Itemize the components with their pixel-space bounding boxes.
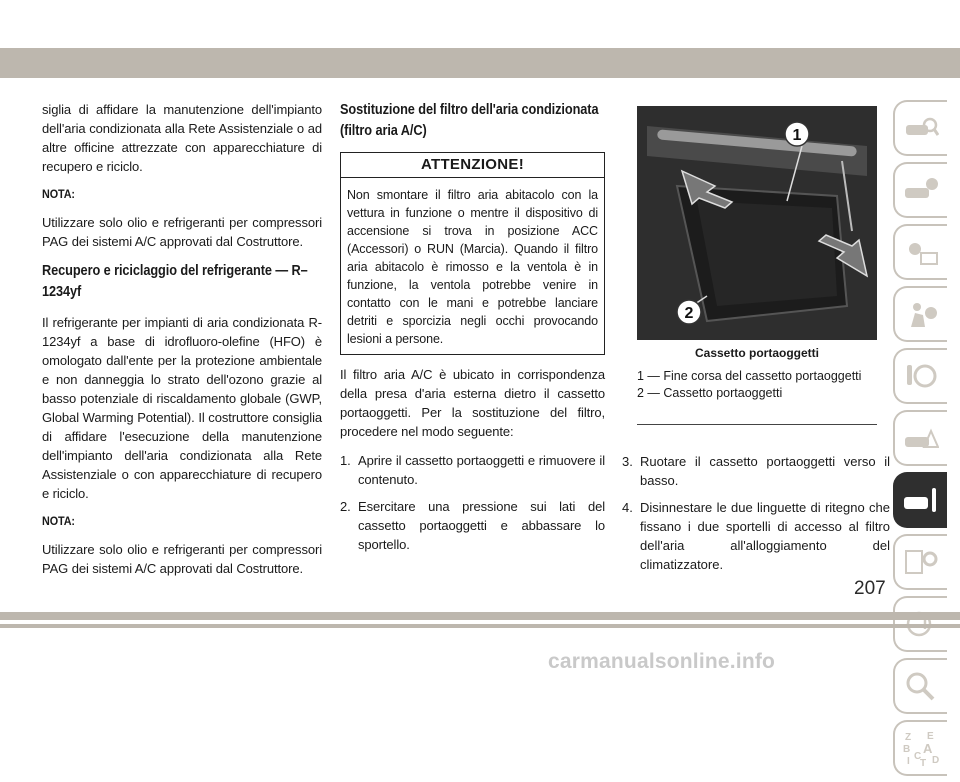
note-text: Utilizzare solo olio e refrigeranti per compressori PAG dei sistemi A/C approvati dal Costruttore.	[42, 215, 322, 249]
callout-1: 1	[792, 127, 802, 144]
emergency-car-icon	[903, 423, 939, 453]
list-item	[622, 452, 890, 490]
light-message-icon	[903, 237, 939, 267]
tab-service-maintenance[interactable]	[893, 472, 947, 528]
intro-paragraph: siglia di affidare la manutenzione dell'impianto dell'aria condizionata alla Rete Assistenziale o ad altre officine attrezzate con apparecchiature di recupero e riciclo.	[42, 102, 322, 174]
search-icon	[903, 671, 939, 701]
steering-icon	[903, 361, 939, 391]
list-item	[340, 451, 605, 489]
tab-safety[interactable]	[893, 286, 947, 342]
glovebox-photo	[637, 106, 877, 340]
index-letter: D	[932, 755, 940, 766]
footer-line	[0, 624, 960, 628]
note-label: NOTA:	[42, 514, 75, 528]
page-number: 207	[854, 578, 886, 599]
airbag-icon	[903, 299, 939, 329]
index-letter: C	[914, 751, 922, 762]
note-text: Utilizzare solo olio e refrigeranti per compressori PAG dei sistemi A/C approvati dal Costruttore.	[42, 542, 322, 576]
index-letter: E	[927, 731, 934, 742]
header-band	[0, 48, 960, 78]
index-letter: B	[903, 744, 911, 755]
car-info-icon	[903, 175, 939, 205]
tab-lights-messages[interactable]	[893, 224, 947, 280]
chapter-tabs	[893, 100, 953, 782]
list-item	[340, 497, 605, 554]
tab-car-search[interactable]	[893, 100, 947, 156]
tab-customer-assistance[interactable]	[893, 658, 947, 714]
filter-paragraph: Il filtro aria A/C è ubicato in corrispondenza della presa d'aria esterna dietro il cassetto portaoggetti. Per la sostituzione del filtro, procedere nel modo seguente:	[340, 367, 605, 439]
tab-index[interactable]	[893, 720, 947, 776]
callout-2: 2	[684, 305, 694, 322]
legend-item: 2 — Cassetto portaoggetti	[637, 386, 783, 400]
step-number: 4.	[622, 500, 633, 515]
index-letter: A	[923, 741, 933, 756]
index-letter: I	[907, 756, 910, 767]
index-letter: Z	[905, 732, 912, 743]
step-text: Disinnestare le due linguette di ritegno che fissano i due sportelli di accesso al filtro dell'aria all'alloggiamento del climatizzatore.	[640, 500, 890, 572]
step-text: Aprire il cassetto portaoggetti e rimuovere il contenuto.	[358, 453, 605, 487]
column-middle	[340, 100, 605, 562]
warning-text: Non smontare il filtro aria abitacolo con la vettura in funzione o mentre il dispositivo di accensione si trova in posizione ACC (Accessori) o RUN (Marcia). Quando il filtro aria abitacolo è rimosso e la ventola è in funzione, la ventola potrebbe venire in contatto con le mani e potrebbe lanciare detriti e sporcizia negli occhi provocando lesioni a persone.	[347, 188, 598, 346]
refrigerant-paragraph: Il refrigerante per impianti di aria condizionata R-1234yf a base di idrofluoro-olefine (HFO) è omologato dall'ente per la protezione ambientale e non danneggia lo strato dell'ozono grazie al basso potenziale di riscaldamento globale (GWP, Global Warming Potential). Il costruttore consiglia di affidare l'esecuzione della manutenzione dell'impianto dell'aria condizionata alla Rete Assistenziale o con apparecchiature di recupero e riciclo.	[42, 315, 322, 501]
photo-caption: Cassetto portaoggetti	[694, 346, 819, 360]
tab-specifications[interactable]	[893, 534, 947, 590]
section-heading-filter: Sostituzione del filtro dell'aria condizionata (filtro aria A/C)	[340, 102, 599, 139]
tab-emergency[interactable]	[893, 410, 947, 466]
specs-gear-icon	[903, 547, 939, 577]
divider	[637, 424, 877, 425]
glovebox-illustration	[637, 106, 877, 340]
index-letter: T	[920, 758, 927, 768]
car-search-icon	[903, 113, 939, 143]
tab-car-info[interactable]	[893, 162, 947, 218]
tab-starting-driving[interactable]	[893, 348, 947, 404]
warning-box	[340, 152, 605, 355]
watermark: carmanualsonline.info	[548, 650, 776, 673]
column-right-steps	[622, 452, 890, 582]
step-text: Esercitare una pressione sui lati del cassetto portaoggetti e abbassare lo sportello.	[358, 499, 605, 552]
photo-legend	[637, 368, 877, 402]
section-heading-refrigerant: Recupero e riciclaggio del refrigerante — R–1234yf	[42, 263, 308, 300]
footer-band	[0, 612, 960, 620]
step-number: 3.	[622, 454, 633, 469]
step-number: 2.	[340, 499, 351, 514]
legend-item: 1 — Fine corsa del cassetto portaoggetti	[637, 369, 862, 383]
note-label: NOTA:	[42, 187, 75, 201]
warning-title: ATTENZIONE!	[341, 153, 604, 178]
step-number: 1.	[340, 453, 351, 468]
column-left	[42, 100, 322, 588]
list-item	[622, 498, 890, 574]
step-text: Ruotare il cassetto portaoggetti verso il basso.	[640, 454, 890, 488]
index-letters-icon	[901, 728, 941, 768]
car-tools-icon	[902, 485, 940, 515]
